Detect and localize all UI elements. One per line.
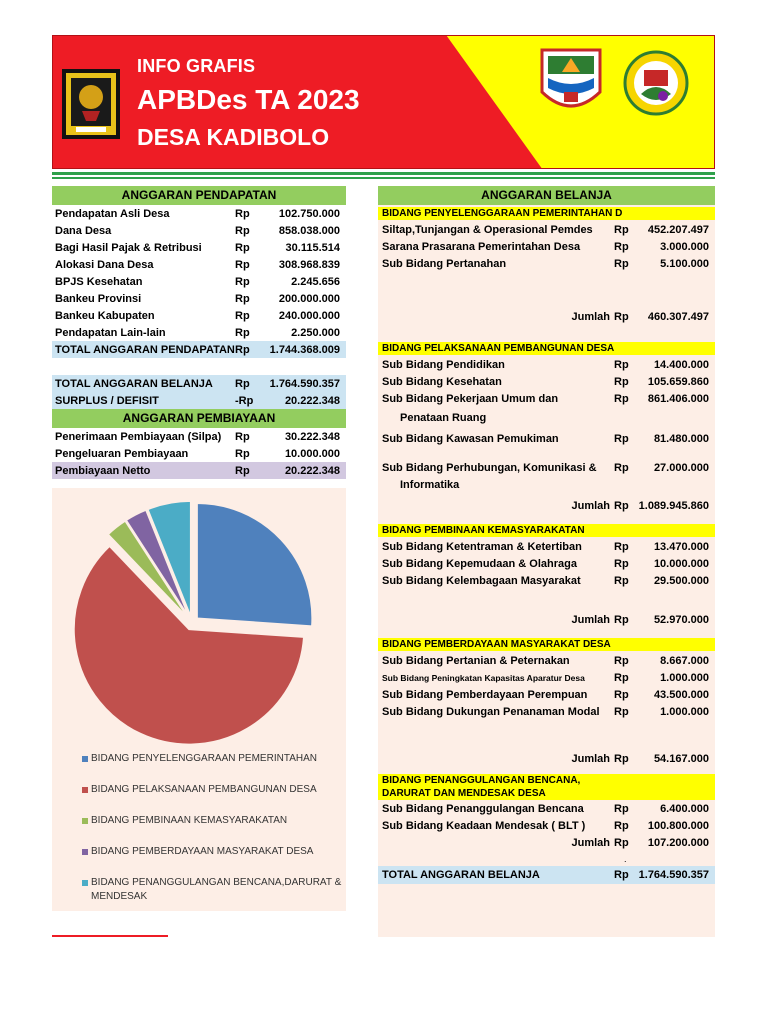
- table-row: [378, 460, 715, 477]
- row-label: Sub Bidang Kesehatan: [382, 376, 502, 388]
- row-value: 54.167.000: [653, 753, 709, 765]
- row-currency: Rp: [614, 241, 629, 253]
- legend-label: BIDANG PENANGGULANGAN BENCANA,DARURAT & MENDESAK: [91, 877, 342, 902]
- table-row: [378, 222, 715, 239]
- legend-label: BIDANG PENYELENGGARAAN PEMERINTAHAN: [91, 753, 317, 764]
- pie-legend: [82, 752, 342, 921]
- jumlah-row: [378, 498, 715, 515]
- row-label: BPJS Kesehatan: [55, 275, 143, 288]
- row-value: 27.000.000: [653, 462, 709, 474]
- bidang-list: [378, 653, 715, 721]
- banner-subtitle: INFO GRAFIS: [137, 56, 256, 76]
- table-row: [52, 324, 346, 341]
- row-currency: Rp: [235, 207, 250, 220]
- legend-swatch: [82, 756, 88, 762]
- row-label: Sub Bidang Penanggulangan Bencana: [382, 803, 584, 815]
- table-row: [52, 428, 346, 445]
- bidang-list: [378, 357, 715, 494]
- table-row: [378, 477, 715, 494]
- bidang-header: BIDANG PENANGGULANGAN BENCANA,: [378, 774, 715, 787]
- row-currency: Rp: [614, 393, 629, 405]
- pie-slice: [197, 503, 312, 626]
- row-currency: Rp: [614, 258, 629, 270]
- row-label: Informatika: [400, 479, 460, 491]
- row-currency: -Rp: [235, 394, 254, 407]
- row-currency: Rp: [614, 689, 629, 701]
- row-currency: Rp: [614, 614, 629, 626]
- divider-line: [52, 172, 715, 175]
- table-row: [378, 256, 715, 273]
- row-label: Sub Bidang Kawasan Pemukiman: [382, 433, 559, 445]
- row-value: 3.000.000: [660, 241, 709, 253]
- table-row: [52, 445, 346, 462]
- province-emblem-logo: [536, 46, 606, 120]
- row-currency: Rp: [614, 224, 629, 236]
- row-currency: Rp: [235, 224, 250, 237]
- row-currency: Rp: [235, 275, 250, 288]
- table-row: [378, 539, 715, 556]
- jumlah-label: Jumlah: [571, 614, 610, 626]
- row-currency: Rp: [614, 558, 629, 570]
- bidang-list: [378, 801, 715, 835]
- table-row: [378, 410, 715, 427]
- jumlah-row: [378, 835, 715, 852]
- jumlah-label: Jumlah: [571, 500, 610, 512]
- row-value: 200.000.000: [278, 292, 340, 305]
- row-currency: Rp: [235, 258, 250, 271]
- row-value: 20.222.348: [284, 394, 340, 407]
- table-row: [378, 391, 715, 408]
- legend-label: BIDANG PELAKSANAAN PEMBANGUNAN DESA: [91, 784, 317, 795]
- row-label: Sub Bidang Pendidikan: [382, 359, 505, 371]
- row-value: 52.970.000: [653, 614, 709, 626]
- table-row: [52, 273, 346, 290]
- row-value: 8.667.000: [660, 655, 709, 667]
- table-row: [378, 687, 715, 704]
- row-currency: Rp: [235, 326, 250, 339]
- row-value: 452.207.497: [647, 224, 709, 236]
- bidang-header: BIDANG PEMBINAAN KEMASYARAKATAN: [378, 524, 715, 537]
- row-currency: Rp: [235, 464, 250, 477]
- legend-item: [82, 876, 342, 904]
- row-value: 43.500.000: [653, 689, 709, 701]
- table-row: [52, 222, 346, 239]
- row-value: 30.222.348: [284, 430, 340, 443]
- row-value: 102.750.000: [278, 207, 340, 220]
- pie-chart: [52, 488, 346, 911]
- belanja-panel: [378, 186, 715, 937]
- legend-label: BIDANG PEMBINAAN KEMASYARAKATAN: [91, 815, 288, 826]
- stray-dot: .: [624, 854, 627, 864]
- row-value: 10.000.000: [284, 447, 340, 460]
- row-label: Sub Bidang Pekerjaan Umum dan: [382, 393, 559, 405]
- row-label: Sub Bidang Keadaan Mendesak ( BLT ): [382, 820, 586, 832]
- row-value: 81.480.000: [653, 433, 709, 445]
- row-label: Penerimaan Pembiayaan (Silpa): [55, 430, 222, 443]
- row-label: Pendapatan Asli Desa: [55, 207, 170, 220]
- row-currency: Rp: [614, 837, 629, 849]
- row-currency: Rp: [235, 430, 250, 443]
- row-value: 308.968.839: [278, 258, 340, 271]
- row-label: Sub Bidang Peningkatan Kapasitas Aparatur Desa: [382, 673, 585, 683]
- row-label: Sub Bidang Ketentraman & Ketertiban: [382, 541, 582, 553]
- belanja-total-bar: [378, 866, 715, 884]
- jumlah-row: [378, 751, 715, 768]
- row-label: Sub Bidang Kepemudaan & Olahraga: [382, 558, 577, 570]
- row-value: 1.764.590.357: [638, 869, 709, 881]
- pendapatan-total-row: [52, 341, 346, 358]
- banner-title: APBDes TA 2023: [137, 84, 360, 115]
- table-row: [378, 801, 715, 818]
- row-value: 10.000.000: [653, 558, 709, 570]
- row-currency: Rp: [614, 541, 629, 553]
- row-label: Sub Bidang Pertanahan: [382, 258, 507, 270]
- pie-chart-svg: [52, 488, 346, 748]
- pendapatan-header: ANGGARAN PENDAPATAN: [52, 186, 346, 205]
- row-label: Sub Bidang Perhubungan, Komunikasi &: [382, 462, 597, 474]
- row-label: Pendapatan Lain-lain: [55, 326, 166, 339]
- row-currency: Rp: [614, 672, 629, 684]
- row-label: Sub Bidang Dukungan Penanaman Modal: [382, 706, 600, 718]
- row-currency: Rp: [614, 869, 629, 881]
- row-label: Sub Bidang Pemberdayaan Perempuan: [382, 689, 588, 701]
- row-value: 100.800.000: [647, 820, 709, 832]
- row-currency: Rp: [235, 292, 250, 305]
- row-value: 105.659.860: [647, 376, 709, 388]
- row-value: 20.222.348: [284, 464, 340, 477]
- table-row: [378, 653, 715, 670]
- surplus-row: [52, 392, 346, 409]
- jumlah-label: Jumlah: [571, 837, 610, 849]
- row-currency: Rp: [614, 376, 629, 388]
- row-currency: Rp: [614, 655, 629, 667]
- row-currency: Rp: [235, 241, 250, 254]
- row-value: 861.406.000: [647, 393, 709, 405]
- row-value: 460.307.497: [647, 311, 709, 323]
- row-value: 1.089.945.860: [638, 500, 709, 512]
- belanja-header: ANGGARAN BELANJA: [378, 186, 715, 205]
- row-label: Penataan Ruang: [400, 412, 487, 424]
- row-label: Dana Desa: [55, 224, 112, 237]
- row-value: 1.744.368.009: [269, 343, 340, 356]
- table-row: [52, 307, 346, 324]
- row-currency: Rp: [614, 500, 629, 512]
- row-label: TOTAL ANGGARAN BELANJA: [55, 377, 213, 390]
- row-currency: Rp: [614, 803, 629, 815]
- jumlah-row: [378, 612, 715, 629]
- table-row: [378, 431, 715, 448]
- pembiayaan-netto-row: [52, 462, 346, 479]
- row-currency: Rp: [235, 309, 250, 322]
- pembiayaan-header: ANGGARAN PEMBIAYAAN: [52, 409, 346, 428]
- table-row: [52, 256, 346, 273]
- row-currency: Rp: [614, 575, 629, 587]
- legend-item: [82, 783, 342, 797]
- row-value: 30.115.514: [285, 241, 340, 254]
- legend-swatch: [82, 880, 88, 886]
- pembiayaan-list: [52, 428, 346, 462]
- table-row: [378, 704, 715, 721]
- pendapatan-list: [52, 205, 346, 341]
- table-row: [378, 573, 715, 590]
- table-row: [378, 670, 715, 687]
- bidang-list: [378, 539, 715, 590]
- row-currency: Rp: [614, 753, 629, 765]
- row-value: 107.200.000: [647, 837, 709, 849]
- row-value: 2.245.656: [291, 275, 340, 288]
- row-currency: Rp: [614, 433, 629, 445]
- row-value: 14.400.000: [653, 359, 709, 371]
- legend-item: [82, 814, 342, 828]
- ministry-emblem-logo: [623, 50, 689, 116]
- bidang-header-cont: DARURAT DAN MENDESAK DESA: [378, 787, 715, 800]
- row-currency: Rp: [614, 359, 629, 371]
- jumlah-row: [378, 309, 715, 326]
- belanja-total-row: [52, 375, 346, 392]
- table-row: [52, 239, 346, 256]
- row-label: Bankeu Provinsi: [55, 292, 142, 305]
- bidang-header: BIDANG PEMBERDAYAAN MASYARAKAT DESA: [378, 638, 715, 651]
- row-value: 29.500.000: [653, 575, 709, 587]
- bidang-header: BIDANG PELAKSANAAN PEMBANGUNAN DESA: [378, 342, 715, 355]
- row-value: 1.000.000: [660, 672, 709, 684]
- bidang-list: [378, 222, 715, 273]
- table-row: [378, 239, 715, 256]
- row-value: 1.764.590.357: [269, 377, 340, 390]
- row-currency: Rp: [235, 447, 250, 460]
- row-value: 2.250.000: [291, 326, 340, 339]
- row-value: 6.400.000: [660, 803, 709, 815]
- header-banner: [52, 35, 715, 169]
- bidang-header: BIDANG PENYELENGGARAAN PEMERINTAHAN D: [378, 207, 715, 220]
- row-value: 858.038.000: [278, 224, 340, 237]
- row-label: Siltap,Tunjangan & Operasional Pemdes: [382, 224, 593, 236]
- legend-swatch: [82, 787, 88, 793]
- row-label: Sub Bidang Kelembagaan Masyarakat: [382, 575, 581, 587]
- row-label: SURPLUS / DEFISIT: [55, 394, 159, 407]
- row-label: TOTAL ANGGARAN BELANJA: [382, 869, 540, 881]
- legend-label: BIDANG PEMBERDAYAAN MASYARAKAT DESA: [91, 846, 314, 857]
- table-row: [378, 357, 715, 374]
- row-currency: Rp: [614, 311, 629, 323]
- legend-item: [82, 752, 342, 766]
- legend-swatch: [82, 849, 88, 855]
- row-label: Bankeu Kabupaten: [55, 309, 155, 322]
- row-label: Sub Bidang Pertanian & Peternakan: [382, 655, 570, 667]
- row-value: 1.000.000: [660, 706, 709, 718]
- banner-village-name: DESA KADIBOLO: [137, 124, 330, 150]
- legend-item: [82, 845, 342, 859]
- row-currency: Rp: [614, 462, 629, 474]
- regency-crest-logo: [62, 69, 120, 139]
- row-currency: Rp: [235, 377, 250, 390]
- row-currency: Rp: [614, 820, 629, 832]
- jumlah-label: Jumlah: [571, 753, 610, 765]
- decorative-underline: [52, 935, 168, 937]
- row-label: Pembiayaan Netto: [55, 464, 151, 477]
- row-label: Bagi Hasil Pajak & Retribusi: [55, 241, 202, 254]
- table-row: [378, 818, 715, 835]
- table-row: [378, 374, 715, 391]
- table-row: [378, 556, 715, 573]
- left-panel: [52, 186, 346, 479]
- row-currency: Rp: [614, 706, 629, 718]
- legend-swatch: [82, 818, 88, 824]
- jumlah-label: Jumlah: [571, 311, 610, 323]
- row-value: 5.100.000: [660, 258, 709, 270]
- row-label: Sarana Prasarana Pemerintahan Desa: [382, 241, 581, 253]
- row-value: 13.470.000: [653, 541, 709, 553]
- row-label: Pengeluaran Pembiayaan: [55, 447, 189, 460]
- row-value: 240.000.000: [278, 309, 340, 322]
- table-row: [52, 290, 346, 307]
- table-row: [52, 205, 346, 222]
- row-label: Alokasi Dana Desa: [55, 258, 154, 271]
- row-currency: Rp: [235, 343, 250, 356]
- row-label: TOTAL ANGGARAN PENDAPATAN: [55, 343, 235, 356]
- divider-line: [52, 177, 715, 179]
